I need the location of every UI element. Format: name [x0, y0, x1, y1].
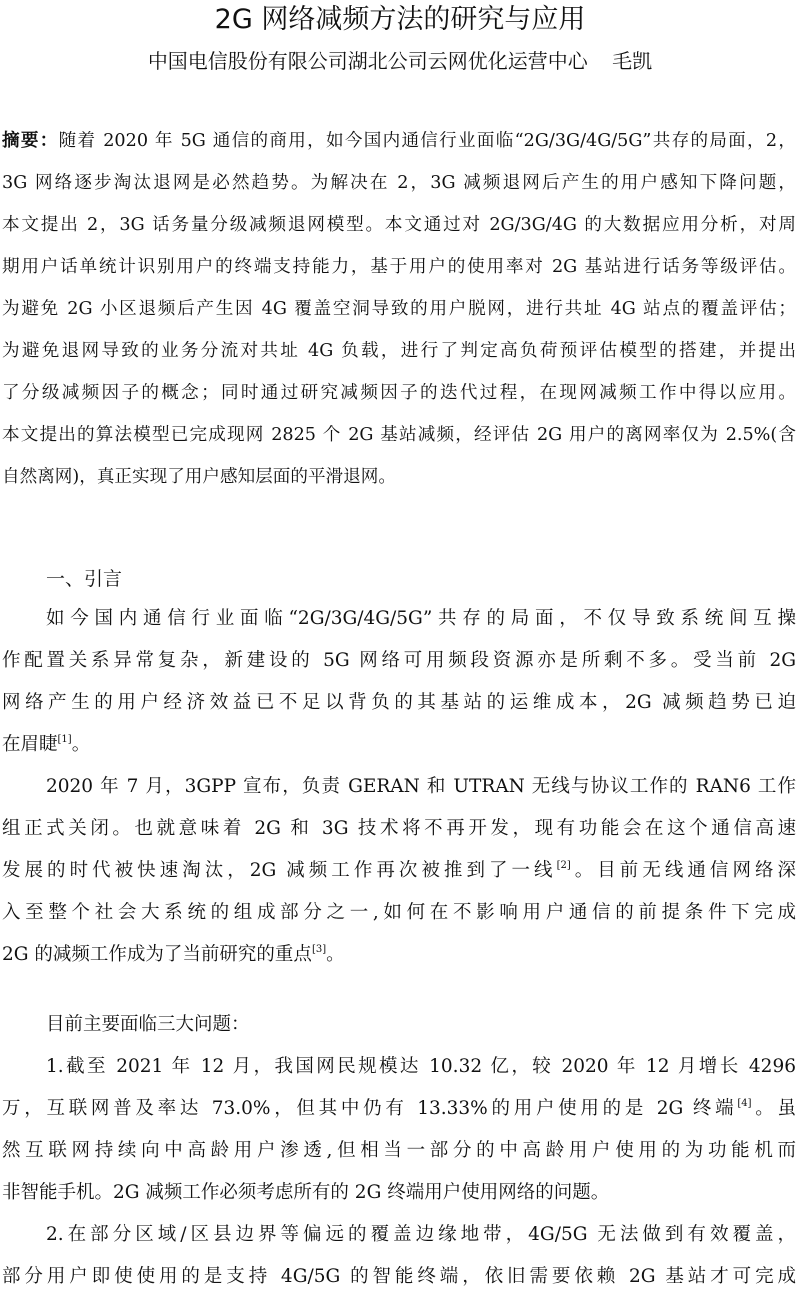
item2-line-2: 部分用户即使使用的是支持 4G/5G 的智能终端，依旧需要依赖 2G 基站才可完成 [2, 1266, 796, 1287]
problem-item-2 [0, 1214, 800, 1298]
p2-line-4: 入至整个社会大系统的组成部分之一,如何在不影响用户通信的前提条件下完成 [2, 902, 796, 923]
abstract-line-1: 摘要：随着 2020 年 5G 通信的商用，如今国内通信行业面临“2G/3G/4G/5G”共存的局面，2， [2, 131, 796, 151]
item1-line-3: 然互联网持续向中高龄用户渗透,但相当一部分的中高龄用户使用的为功能机而 [2, 1140, 796, 1161]
p2-line-2: 组正式关闭。也就意味着 2G 和 3G 技术将不再开发，现有功能会在这个通信高速 [2, 818, 796, 839]
item1-line-1: 1.截至 2021 年 12 月，我国网民规模达 10.32 亿，较 2020 年 12 月增长 4296 [46, 1056, 796, 1077]
abstract-label: 摘要： [2, 131, 59, 151]
item1-line-2: 万，互联网普及率达 73.0%，但其中仍有 13.33%的用户使用的是 2G 终端[4]。虽 [2, 1098, 796, 1119]
intro-paragraph-2 [0, 766, 800, 976]
item1-line-4: 非智能手机。2G 减频工作必须考虑所有的 2G 终端用户使用网络的问题。 [2, 1182, 610, 1203]
problem-item-1 [0, 1046, 800, 1214]
p1-line-3: 网络产生的用户经济效益已不足以背负的其基站的运维成本，2G 减频趋势已迫 [2, 692, 796, 713]
p2-line-5: 2G 的减频工作成为了当前研究的重点[3]。 [2, 944, 345, 965]
author-affiliation: 中国电信股份有限公司湖北公司云网优化运营中心 毛凯 [147, 49, 653, 73]
p1-line-4: 在眉睫[1]。 [2, 734, 91, 755]
p2-line-3: 发展的时代被快速淘汰，2G 减频工作再次被推到了一线[2]。目前无线通信网络深 [2, 860, 796, 881]
abstract-line-3: 本文提出 2，3G 话务量分级减频退网模型。本文通过对 2G/3G/4G 的大数据应用分析，对周 [2, 215, 796, 235]
p1-line-1: 如今国内通信行业面临“2G/3G/4G/5G”共存的局面，不仅导致系统间互操 [46, 608, 796, 629]
abstract-line-4: 期用户话单统计识别用户的终端支持能力，基于用户的使用率对 2G 基站进行话务等级评估。 [2, 257, 796, 277]
intro-paragraph-3 [0, 1004, 800, 1046]
item2-line-1: 2.在部分区域/区县边界等偏远的覆盖边缘地带，4G/5G 无法做到有效覆盖， [46, 1224, 796, 1245]
abstract [0, 120, 800, 498]
citation-2: [2] [556, 860, 571, 871]
intro-paragraph-1 [0, 598, 800, 766]
paper-title: 2G 网络减频方法的研究与应用 [214, 4, 586, 35]
abstract-line-7: 了分级减频因子的概念；同时通过研究减频因子的迭代过程，在现网减频工作中得以应用。 [2, 383, 796, 403]
abstract-line-5: 为避免 2G 小区退频后产生因 4G 覆盖空洞导致的用户脱网，进行共址 4G 站点的覆盖评估； [2, 299, 796, 319]
p1-line-2: 作配置关系异常复杂，新建设的 5G 网络可用频段资源亦是所剩不多。受当前 2G [2, 650, 796, 671]
abstract-line-6: 为避免退网导致的业务分流对共址 4G 负载，进行了判定高负荷预评估模型的搭建，并提出 [2, 341, 796, 361]
citation-1: [1] [57, 734, 72, 745]
p2-line-1: 2020 年 7 月，3GPP 宣布，负责 GERAN 和 UTRAN 无线与协议工作的 RAN6 工作 [46, 776, 796, 797]
abstract-line-9: 自然离网)，真正实现了用户感知层面的平滑退网。 [2, 467, 396, 487]
citation-3: [3] [311, 944, 327, 955]
section-heading: 一、引言 [46, 568, 123, 590]
citation-4: [4] [737, 1098, 752, 1109]
p3-line-1: 目前主要面临三大问题： [46, 1014, 250, 1035]
abstract-line-2: 3G 网络逐步淘汰退网是必然趋势。为解决在 2，3G 减频退网后产生的用户感知下降问题， [2, 173, 796, 193]
abstract-line-8: 本文提出的算法模型已完成现网 2825 个 2G 基站减频，经评估 2G 用户的离网率仅为 2.5%(含 [2, 425, 796, 445]
